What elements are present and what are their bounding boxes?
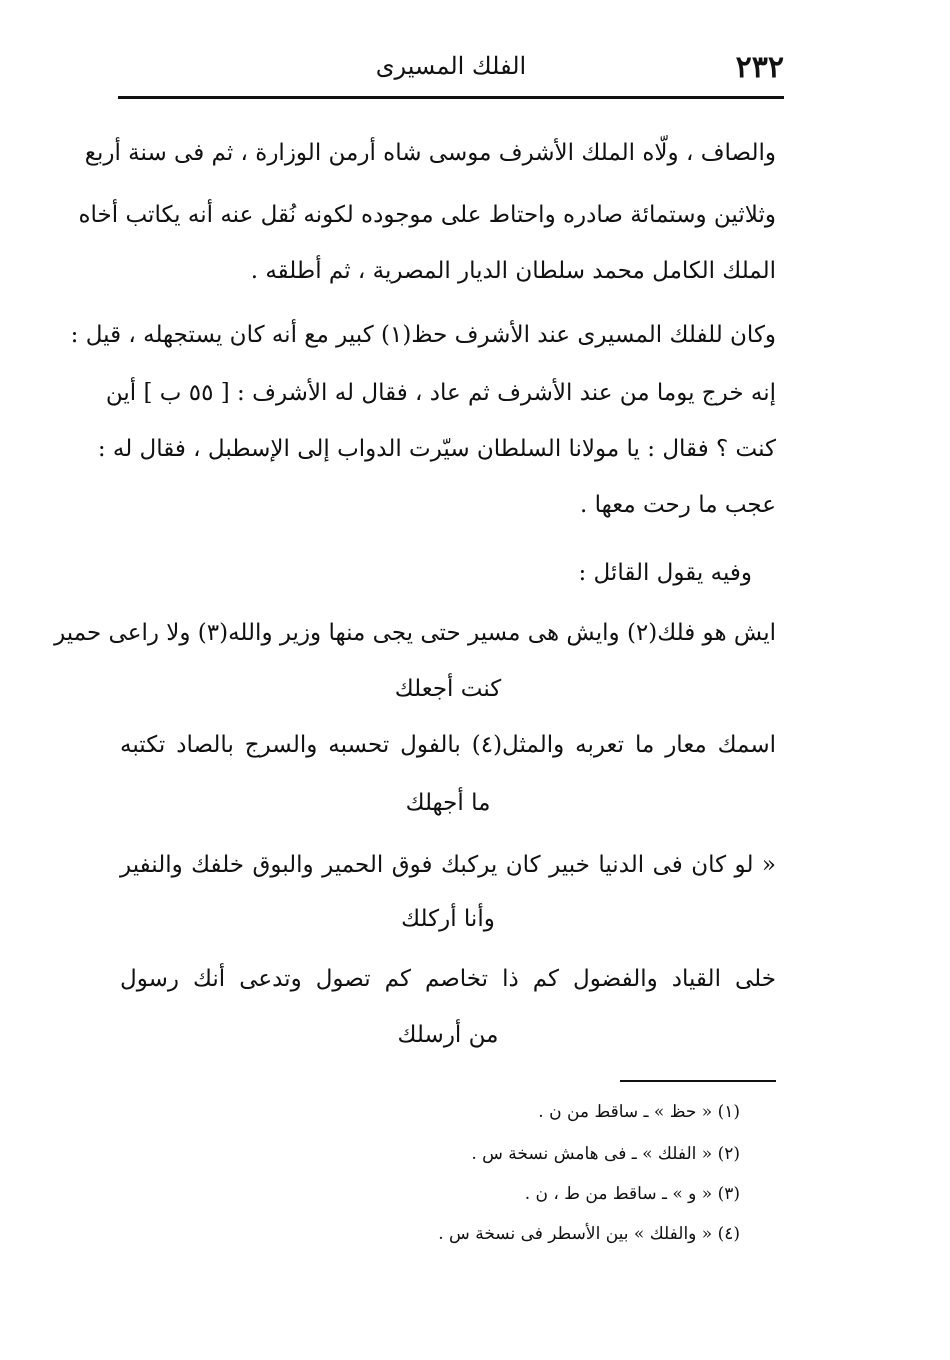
paragraph-2-line-4: عجب ما رحت معها . xyxy=(580,492,776,518)
verse-2-refrain: ما أجهلك xyxy=(405,790,491,816)
verse-intro: وفيه يقول القائل : xyxy=(578,560,752,586)
paragraph-2-line-2: إنه خرج يوما من عند الأشرف ثم عاد ، فقال له الأشرف : [ ٥٥ ب ] أين xyxy=(105,380,776,406)
paragraph-2-line-1: وكان للفلك المسيرى عند الأشرف حظ(١) كبير مع أنه كان يستجهله ، قيل : xyxy=(70,322,776,348)
verse-4-line: خلى القياد والفضول كم ذا تخاصم كم تصول وتدعى أنك رسول xyxy=(120,966,776,992)
verse-4-refrain: من أرسلك xyxy=(397,1022,499,1048)
verse-2-line: اسمك معار ما تعربه والمثل(٤) بالفول تحسبه والسرج بالصاد تكتبه xyxy=(120,732,776,758)
running-title: الفلك المسيرى xyxy=(375,52,527,80)
paragraph-1-line-1: والصاف ، ولّاه الملك الأشرف موسى شاه أرمن الوزارة ، ثم فى سنة أربع xyxy=(84,140,776,166)
footnote-2: (٢) « الفلك » ـ فى هامش نسخة س . xyxy=(471,1144,740,1164)
footnote-rule xyxy=(620,1080,776,1082)
verse-1-refrain: كنت أجعلك xyxy=(394,676,502,702)
paragraph-1-line-2: وثلاثين وستمائة صادره واحتاط على موجوده لكونه نُقل عنه أنه يكاتب أخاه xyxy=(78,202,776,228)
footnote-3: (٣) « و » ـ ساقط من ط ، ن . xyxy=(524,1184,740,1204)
page-number: ٢٣٢ xyxy=(735,50,784,85)
footnote-4: (٤) « والفلك » بين الأسطر فى نسخة س . xyxy=(438,1224,740,1244)
paragraph-1-line-3: الملك الكامل محمد سلطان الديار المصرية ، ثم أطلقه . xyxy=(250,258,776,284)
verse-3-line: « لو كان فى الدنيا خبير كان يركبك فوق الحمير والبوق خلفك والنفير xyxy=(120,852,776,878)
verse-3-refrain: وأنا أركلك xyxy=(401,906,495,932)
verse-1-line: ايش هو فلك(٢) وايش هى مسير حتى يجى منها وزير والله(٣) ولا راعى حمير xyxy=(54,620,776,646)
page-header xyxy=(118,44,784,96)
footnote-1: (١) « حظ » ـ ساقط من ن . xyxy=(538,1102,740,1122)
header-rule xyxy=(118,96,784,99)
paragraph-2-line-3: كنت ؟ فقال : يا مولانا السلطان سيّرت الدواب إلى الإسطبل ، فقال له : xyxy=(97,436,776,462)
